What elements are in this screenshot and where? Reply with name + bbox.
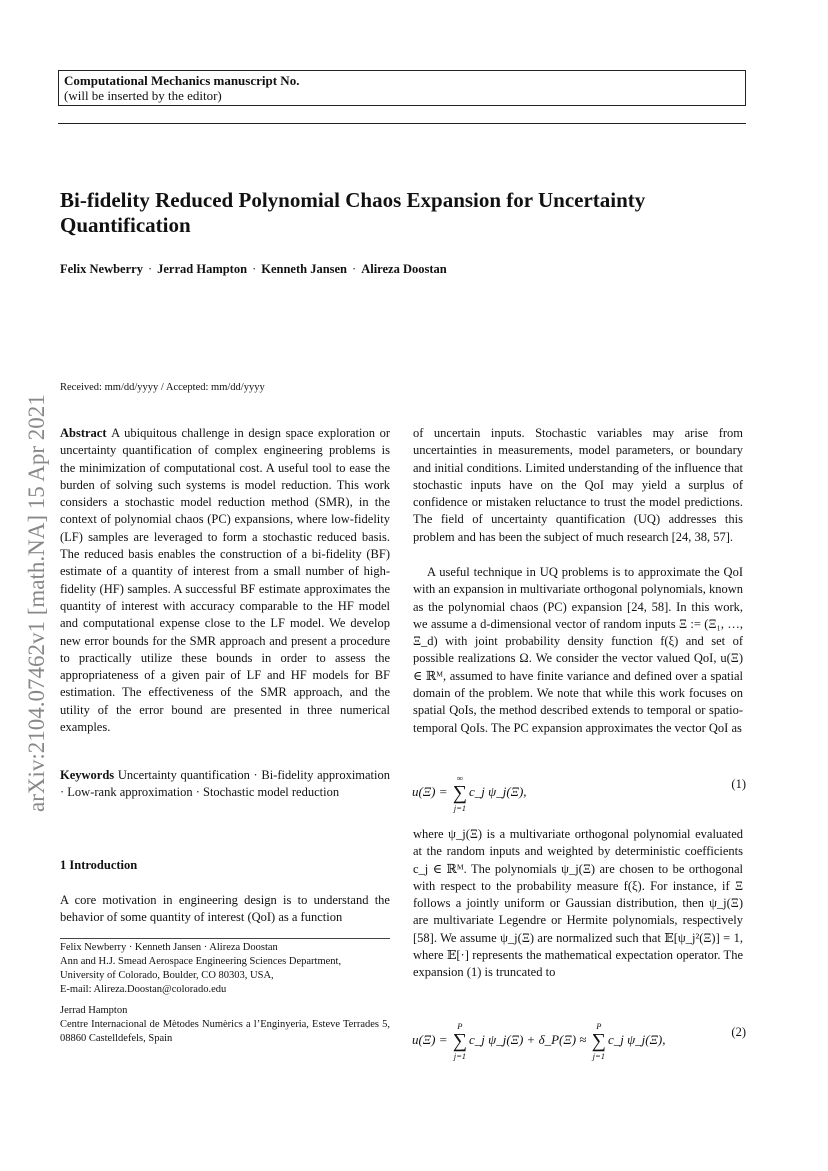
affiliation-line: Ann and H.J. Smead Aerospace Engineering Sciences Department, bbox=[60, 956, 342, 967]
eq1-lhs: u(Ξ) = bbox=[412, 783, 451, 799]
intro-paragraph bbox=[60, 892, 390, 927]
intro-text: A core motivation in engineering design is to understand the behavior of some quantity of interest (QoI) as a function bbox=[60, 893, 390, 925]
equation-number: (1) bbox=[731, 777, 746, 791]
eq2-mid: c_j ψ_j(Ξ) + δ_P(Ξ) ≈ bbox=[469, 1031, 590, 1047]
right-para-2 bbox=[413, 564, 743, 737]
abstract-text: A ubiquitous challenge in design space exploration or uncertainty quantification of complex engineering problems is the minimization of computational cost. A useful tool to ease the burden of solving such systems is model reduction. This work considers a stochastic model reduction method (SMR), in the context of polynomial chaos (PC) expansions, where low-fidelity (LF) samples are leveraged to form a stochastic reduced basis. The reduced basis enables the construction of a bi-fidelity (BF) estimate of a quantity of interest from a small number of high-fidelity (HF) samples. A successful BF estimate approximates the quantity of interest with accuracy comparable to the HF model and computational expense close to the LF model. We develop new error bounds for the SMR approach and present a procedure to practically utilize these bounds in order to assess the appropriateness of a given pair of LF and HF models for BF estimation. The effectiveness of the SMR approach, and the utility of the error bound are presented in three numerical examples. bbox=[60, 426, 391, 735]
equation-2 bbox=[412, 1013, 746, 1061]
journal-header-box bbox=[58, 70, 746, 106]
keywords-block bbox=[60, 767, 390, 802]
author-separator: · bbox=[252, 262, 257, 276]
summation-symbol: ∞ ∑ j=1 bbox=[452, 773, 468, 813]
footnote-rule bbox=[60, 938, 390, 939]
paper-title: Bi-fidelity Reduced Polynomial Chaos Expansion for Uncertainty Quantification bbox=[60, 188, 646, 237]
right-para-1 bbox=[413, 425, 743, 546]
author-name: Felix Newberry bbox=[60, 262, 143, 276]
paragraph-text: A useful technique in UQ problems is to approximate the QoI with an expansion in multivariate orthogonal polynomials, known as the polynomial chaos (PC) expansion [24, 58]. In this work, we assume a d-dimensional vector of random inputs Ξ := (Ξ₁, …, Ξ_d) with joint probability density function f(ξ) and set of possible realizations Ω. We consider the vector valued QoI, u(Ξ) ∈ ℝᴹ, assumed to have finite variance and defined over a spatial domain of the problem. We note that while this work focuses on spatial QoIs, the method described extends to temporal or spatio-temporal QoIs. The PC expansion approximates the vector QoI as bbox=[413, 565, 743, 735]
email-line: E-mail: Alireza.Doostan@colorado.edu bbox=[60, 984, 227, 995]
author-separator: · bbox=[147, 262, 153, 276]
eq2-lhs: u(Ξ) = bbox=[412, 1031, 451, 1047]
top-rule bbox=[58, 123, 746, 124]
received-line: Received: mm/dd/yyyy / Accepted: mm/dd/yyyy bbox=[60, 382, 265, 393]
equation-1 bbox=[412, 765, 746, 813]
affiliation-name: Jerrad Hampton bbox=[60, 1005, 128, 1016]
journal-name: Computational Mechanics manuscript No. bbox=[64, 73, 300, 88]
author-name: Jerrad Hampton bbox=[157, 262, 248, 276]
abstract-label: Abstract bbox=[60, 426, 107, 440]
affiliation-line: Felix Newberry · Kenneth Jansen · Alireza Doostan bbox=[60, 942, 278, 953]
affiliation-line: University of Colorado, Boulder, CO 80303, USA, bbox=[60, 970, 274, 981]
arxiv-stamp: arXiv:2104.07462v1 [math.NA] 15 Apr 2021 bbox=[24, 394, 49, 813]
affiliation-line: Centre Internacional de Mètodes Numèrics a l’Enginyeria, Esteve Terrades 5, 08860 Castelldefels, Spain bbox=[60, 1019, 390, 1044]
editor-note: (will be inserted by the editor) bbox=[64, 88, 222, 103]
affiliation-1 bbox=[60, 941, 400, 997]
summation-symbol: P ∑ j=1 bbox=[452, 1021, 468, 1061]
summation-symbol: P ∑ j=1 bbox=[591, 1021, 606, 1061]
paragraph-text: of uncertain inputs. Stochastic variables may arise from uncertainties in measurements, model parameters, or boundary and initial conditions. Limited understanding of the influence that stochastic inputs have on the QoI may yield a surplus of confidence or mistaken reluctance to trust the model predictions. The field of uncertainty quantification (UQ) addresses this problem and has been the subject of much research [24, 38, 57]. bbox=[413, 426, 743, 544]
keywords-text: Uncertainty quantification · Bi-fidelity approximation · Low-rank approximation · Stochastic model reduction bbox=[60, 768, 391, 800]
keywords-label: Keywords bbox=[60, 768, 115, 782]
right-para-3 bbox=[413, 826, 743, 982]
eq1-rhs: c_j ψ_j(Ξ), bbox=[469, 783, 527, 799]
author-list bbox=[60, 262, 447, 277]
eq2-rhs: c_j ψ_j(Ξ), bbox=[607, 1031, 666, 1047]
author-separator: · bbox=[352, 262, 357, 276]
author-name: Alireza Doostan bbox=[361, 262, 447, 276]
paragraph-text: where ψ_j(Ξ) is a multivariate orthogonal polynomial evaluated at the random inputs and weighted by deterministic coefficients c_j ∈ ℝᴹ. The polynomials ψ_j(Ξ) are chosen to be orthogonal with respect to the probability measure f(ξ). For instance, if Ξ follows a jointly uniform or Gaussian distribution, then ψ_j(Ξ) are multivariate Legendre or Hermite polynomials, respectively [58]. We assume ψ_j(Ξ) are normalized such that 𝔼[ψ_j²(Ξ)] = 1, where 𝔼[·] represents the mathematical expectation operator. The expansion (1) is truncated to bbox=[413, 827, 743, 980]
affiliation-2 bbox=[60, 1004, 390, 1046]
section-heading-introduction: 1 Introduction bbox=[60, 858, 138, 872]
author-name: Kenneth Jansen bbox=[261, 262, 348, 276]
abstract-block bbox=[60, 425, 390, 736]
equation-number: (2) bbox=[731, 1025, 746, 1039]
